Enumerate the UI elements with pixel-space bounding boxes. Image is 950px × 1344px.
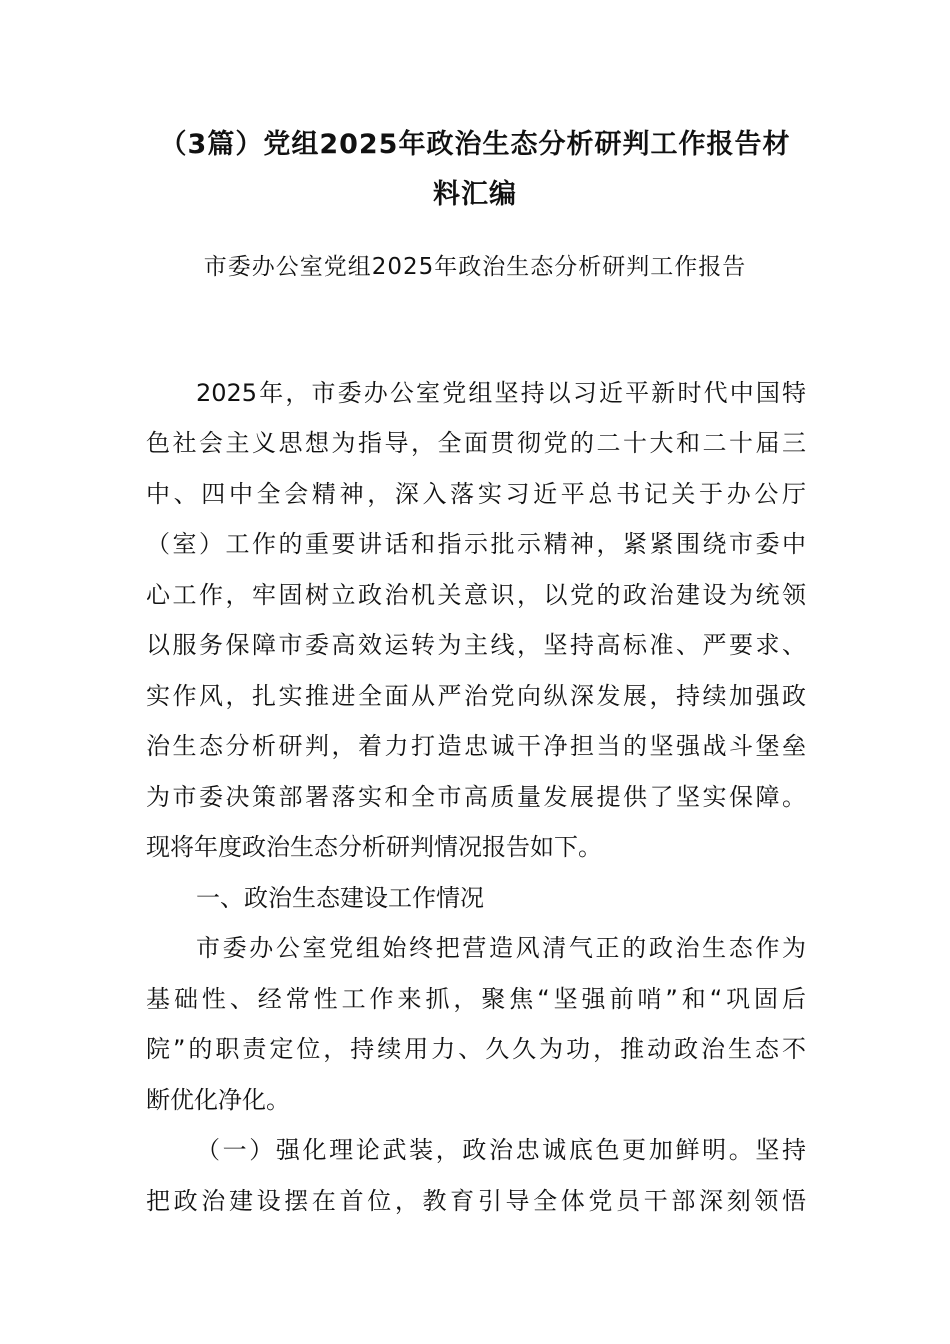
section-heading: 一、政治生态建设工作情况 [196,884,484,912]
document-subtitle: 市委办公室党组2025年政治生态分析研判工作报告 [203,254,747,280]
paragraph-line: 心工作，牢固树立政治机关意识，以党的政治建设为统领 [146,581,806,609]
document-title-line-2: 料汇编 [433,179,517,210]
paragraph-line: 把政治建设摆在首位，教育引导全体党员干部深刻领悟 [146,1187,806,1215]
paragraph-line: 以服务保障市委高效运转为主线，坚持高标准、严要求、 [146,631,806,659]
paragraph-line: 基础性、经常性工作来抓，聚焦“坚强前哨”和“巩固后 [146,985,806,1013]
paragraph-line: （室）工作的重要讲话和指示批示精神，紧紧围绕市委中 [146,530,806,558]
paragraph-line: 2025年，市委办公室党组坚持以习近平新时代中国特 [196,379,806,407]
paragraph-line: 现将年度政治生态分析研判情况报告如下。 [146,833,602,861]
document-title-line-1: （3篇）党组2025年政治生态分析研判工作报告材 [159,129,791,160]
paragraph-line: 为市委决策部署落实和全市高质量发展提供了坚实保障。 [146,783,806,811]
paragraph-line: 断优化净化。 [146,1086,290,1114]
paragraph-line: 治生态分析研判，着力打造忠诚干净担当的坚强战斗堡垒 [146,732,806,760]
paragraph-line: 院”的职责定位，持续用力、久久为功，推动政治生态不 [146,1035,806,1063]
paragraph-line: 中、四中全会精神，深入落实习近平总书记关于办公厅 [146,480,806,508]
paragraph-line: 色社会主义思想为指导，全面贯彻党的二十大和二十届三 [146,429,806,457]
subsection-line: （一）强化理论武装，政治忠诚底色更加鲜明。坚持 [196,1136,806,1164]
paragraph-line: 市委办公室党组始终把营造风清气正的政治生态作为 [196,934,806,962]
paragraph-line: 实作风，扎实推进全面从严治党向纵深发展，持续加强政 [146,682,806,710]
